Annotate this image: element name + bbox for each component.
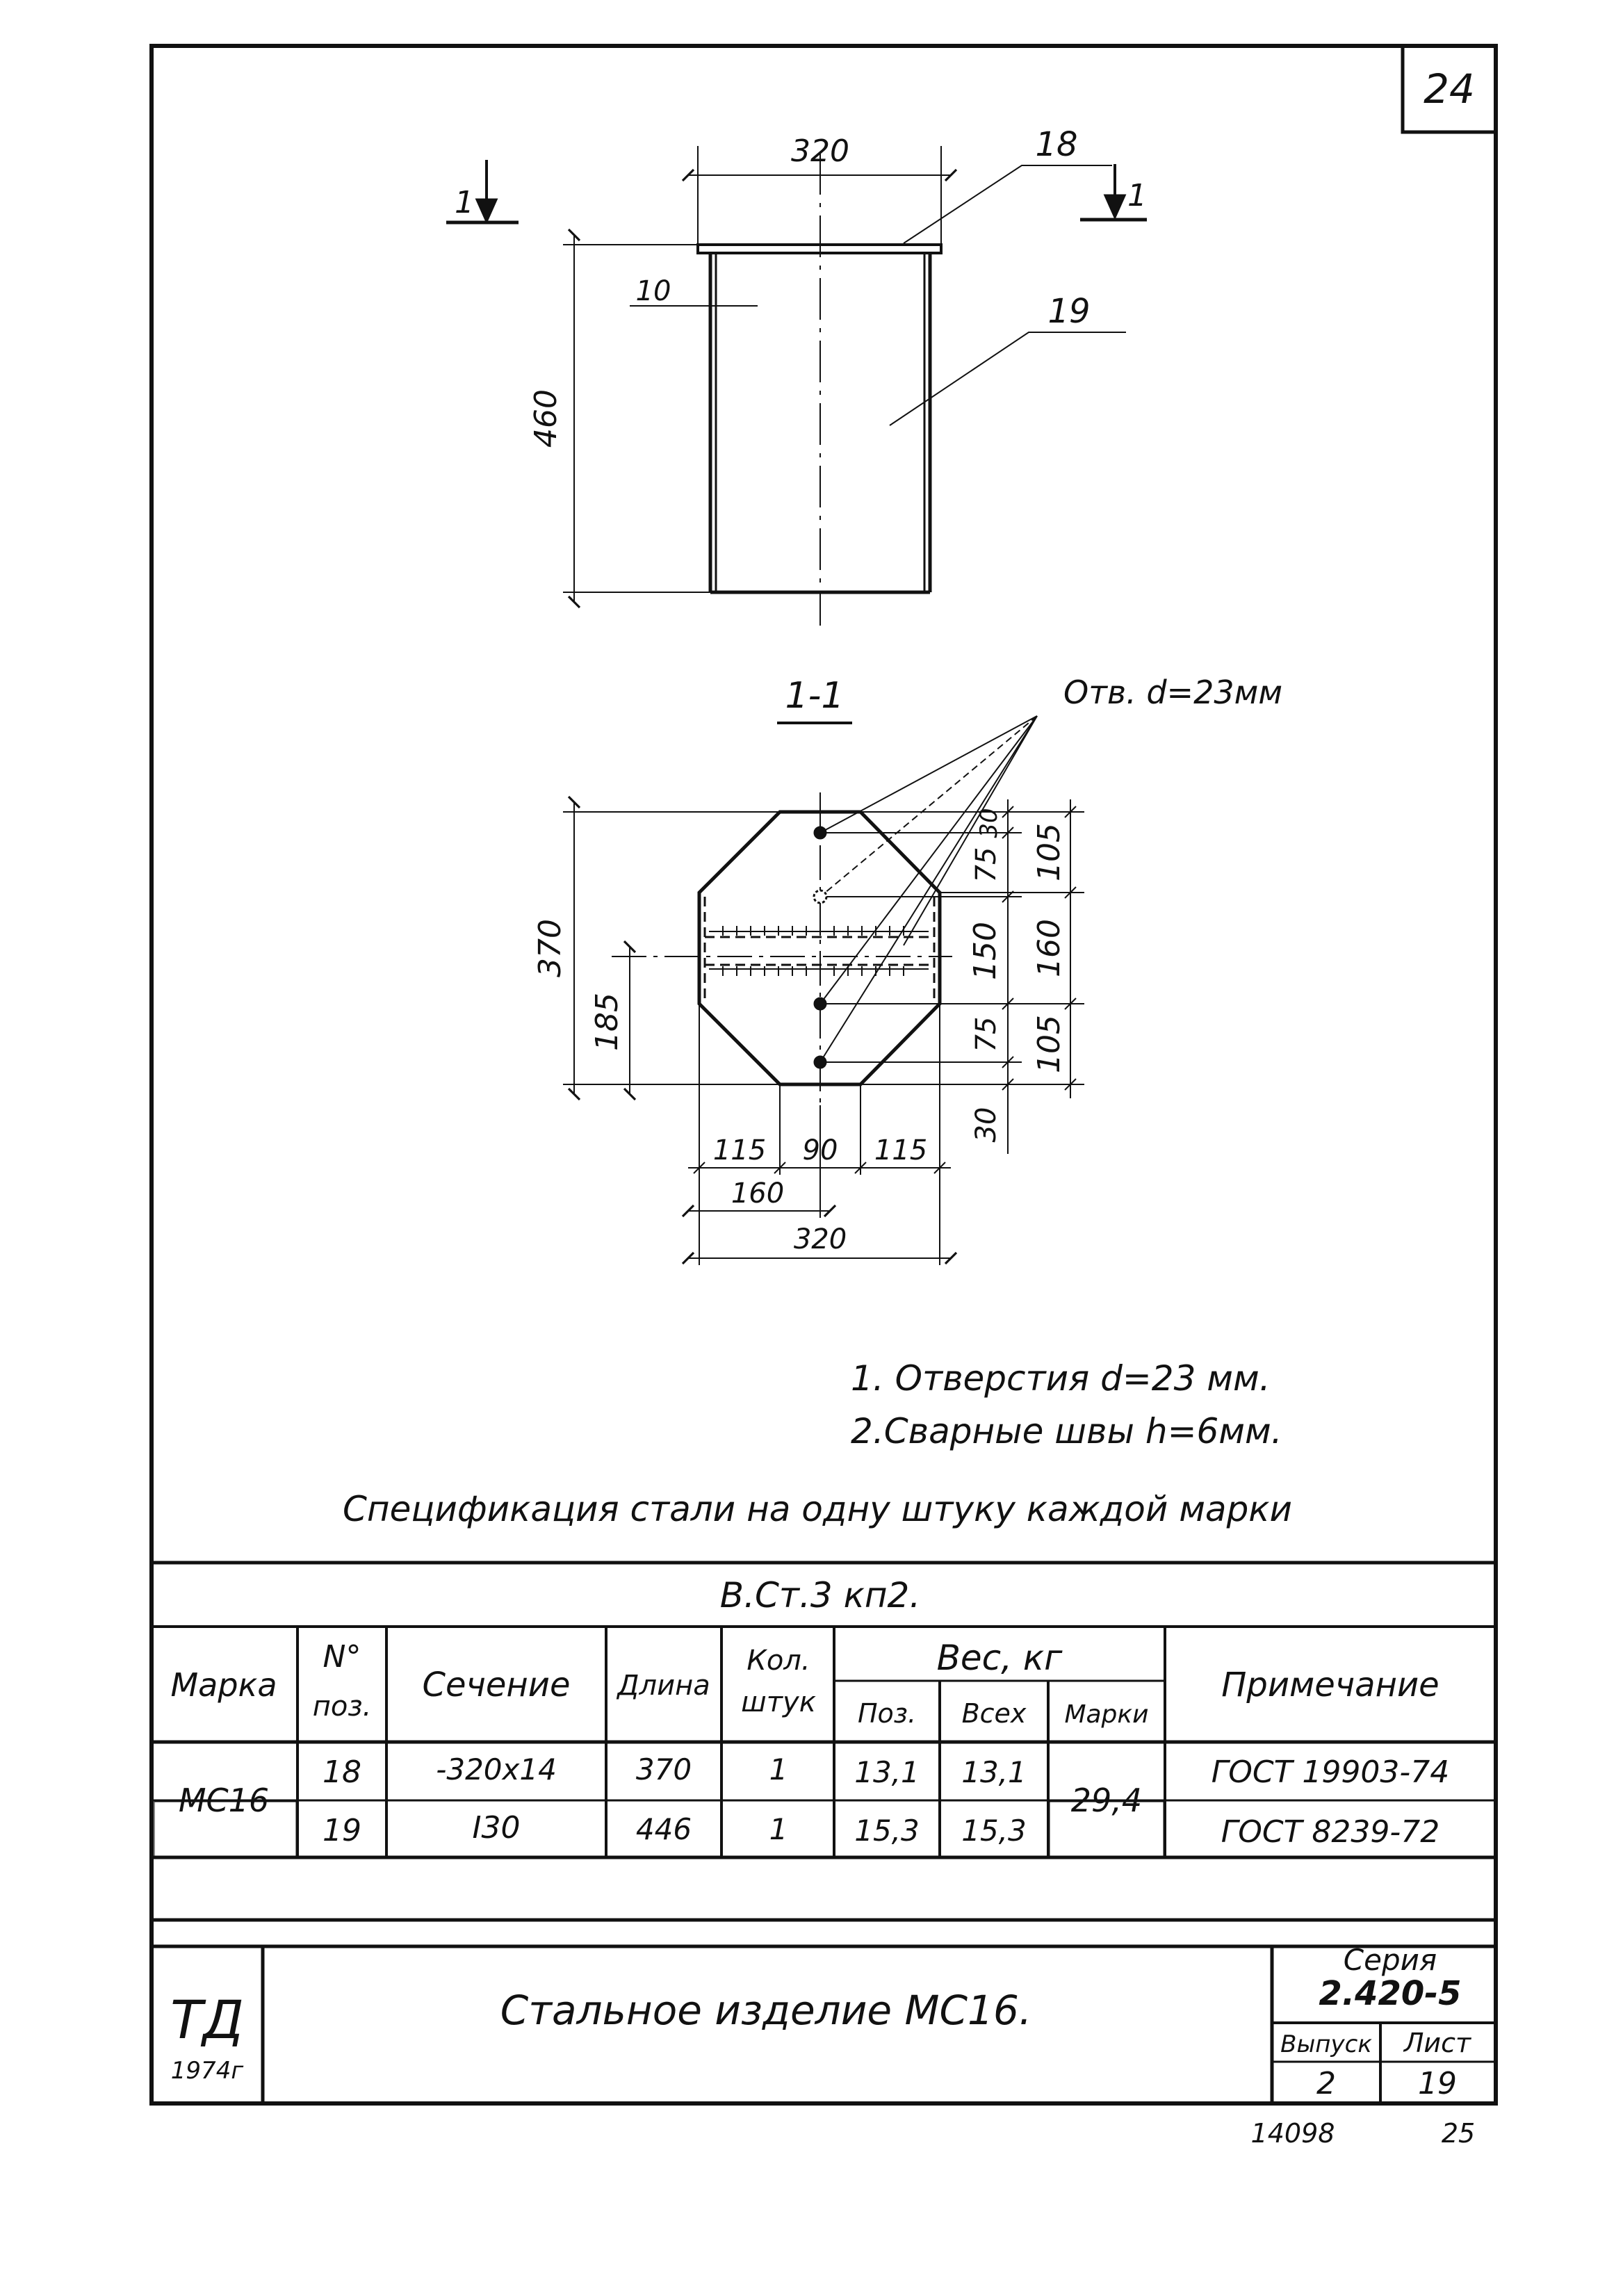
spec-table xyxy=(152,1563,1496,1920)
header-w-all: Всех xyxy=(961,1698,1027,1729)
sheet-value: 19 xyxy=(1418,2066,1457,2101)
hole-marker xyxy=(814,890,826,903)
dim-right-outer-0: 105 xyxy=(1031,823,1067,881)
hole-marker xyxy=(814,1056,826,1068)
cell-note: ГОСТ 19903-74 xyxy=(1211,1754,1450,1790)
footer-left-number: 14098 xyxy=(1250,2118,1335,2149)
dim-right-inner-2: 150 xyxy=(968,922,1003,980)
header-marka: Марка xyxy=(170,1666,277,1704)
sheet-frame xyxy=(152,46,1496,2103)
logo-year: 1974г xyxy=(170,2057,244,2085)
cell-length: 370 xyxy=(635,1752,692,1786)
cell-marka: МС16 xyxy=(178,1782,270,1819)
header-pos-no-1: N° xyxy=(323,1639,361,1675)
dim-right-outer-2: 105 xyxy=(1031,1015,1067,1073)
dim-right-outer-1: 160 xyxy=(1031,919,1067,977)
header-length: Длина xyxy=(617,1670,710,1702)
cell-note: ГОСТ 8239-72 xyxy=(1221,1814,1440,1850)
dim-height-460: 460 xyxy=(528,389,564,448)
header-w-mark: Марки xyxy=(1064,1700,1149,1729)
cell-w-pos: 15,3 xyxy=(854,1814,920,1848)
header-weight: Вес, кг xyxy=(936,1638,1063,1678)
dim-bottom-0: 115 xyxy=(712,1134,767,1166)
section-mark-left: 1 xyxy=(455,185,474,220)
cell-pos: 18 xyxy=(323,1754,361,1790)
cell-mark-weight: 29,4 xyxy=(1070,1782,1143,1819)
issue-label: Выпуск xyxy=(1280,2030,1372,2058)
cell-w-all: 15,3 xyxy=(961,1814,1027,1848)
dim-right-inner-0: 30 xyxy=(975,808,1003,838)
callout-beam-19: 19 xyxy=(1047,292,1091,331)
series-label: Серия xyxy=(1343,1943,1437,1977)
header-section: Сечение xyxy=(422,1666,571,1704)
table-row xyxy=(323,1752,1449,1790)
cell-section: I30 xyxy=(472,1810,521,1846)
header-note: Примечание xyxy=(1221,1666,1439,1704)
dim-right-inner-4: 30 xyxy=(970,1107,1002,1143)
note-2: 2.Сварные швы h=6мм. xyxy=(851,1411,1282,1451)
dim-bottom-2: 115 xyxy=(874,1134,928,1166)
footer-right-number: 25 xyxy=(1441,2118,1476,2149)
dim-right-inner-1: 75 xyxy=(970,847,1002,883)
dim-bottom-1: 90 xyxy=(802,1134,838,1166)
cell-length: 446 xyxy=(635,1812,692,1846)
hole-marker xyxy=(814,827,826,839)
dim-370: 370 xyxy=(532,919,568,977)
dim-plate-10: 10 xyxy=(635,275,671,307)
cell-pos: 19 xyxy=(323,1813,361,1848)
series-value: 2.420-5 xyxy=(1319,1974,1462,2013)
elevation-view xyxy=(446,146,1147,626)
sheet-label: Лист xyxy=(1403,2028,1471,2058)
corner-number: 24 xyxy=(1424,65,1475,113)
header-qty-2: штук xyxy=(741,1686,816,1718)
header-pos-no-2: поз. xyxy=(312,1691,372,1723)
cell-w-all: 13,1 xyxy=(961,1755,1027,1789)
header-qty-1: Кол. xyxy=(747,1645,810,1677)
dim-bottom-320: 320 xyxy=(793,1223,847,1255)
logo-td: ТД xyxy=(170,1989,244,2051)
table-row xyxy=(323,1810,1439,1850)
note-1: 1. Отверстия d=23 мм. xyxy=(851,1358,1271,1399)
hole-marker xyxy=(814,998,826,1010)
cell-qty: 1 xyxy=(769,1752,788,1786)
section-view xyxy=(563,716,1084,1265)
hole-callout: Отв. d=23мм xyxy=(1063,674,1283,711)
product-name: Стальное изделие МС16. xyxy=(500,1987,1032,2034)
cell-w-pos: 13,1 xyxy=(854,1755,920,1789)
spec-title: Спецификация стали на одну штуку каждой марки xyxy=(342,1489,1293,1529)
header-w-pos: Поз. xyxy=(857,1698,917,1729)
dim-right-inner-3: 75 xyxy=(970,1016,1002,1052)
dim-185: 185 xyxy=(589,993,625,1051)
issue-value: 2 xyxy=(1316,2066,1336,2101)
steel-grade: В.Ст.3 кп2. xyxy=(719,1575,921,1615)
callout-plate-18: 18 xyxy=(1035,125,1078,164)
dim-bottom-160: 160 xyxy=(731,1178,785,1210)
dim-width-320: 320 xyxy=(791,133,849,169)
section-mark-right: 1 xyxy=(1127,178,1147,213)
cell-qty: 1 xyxy=(769,1812,788,1846)
cell-section: -320x14 xyxy=(436,1752,557,1786)
section-title: 1-1 xyxy=(785,675,845,717)
